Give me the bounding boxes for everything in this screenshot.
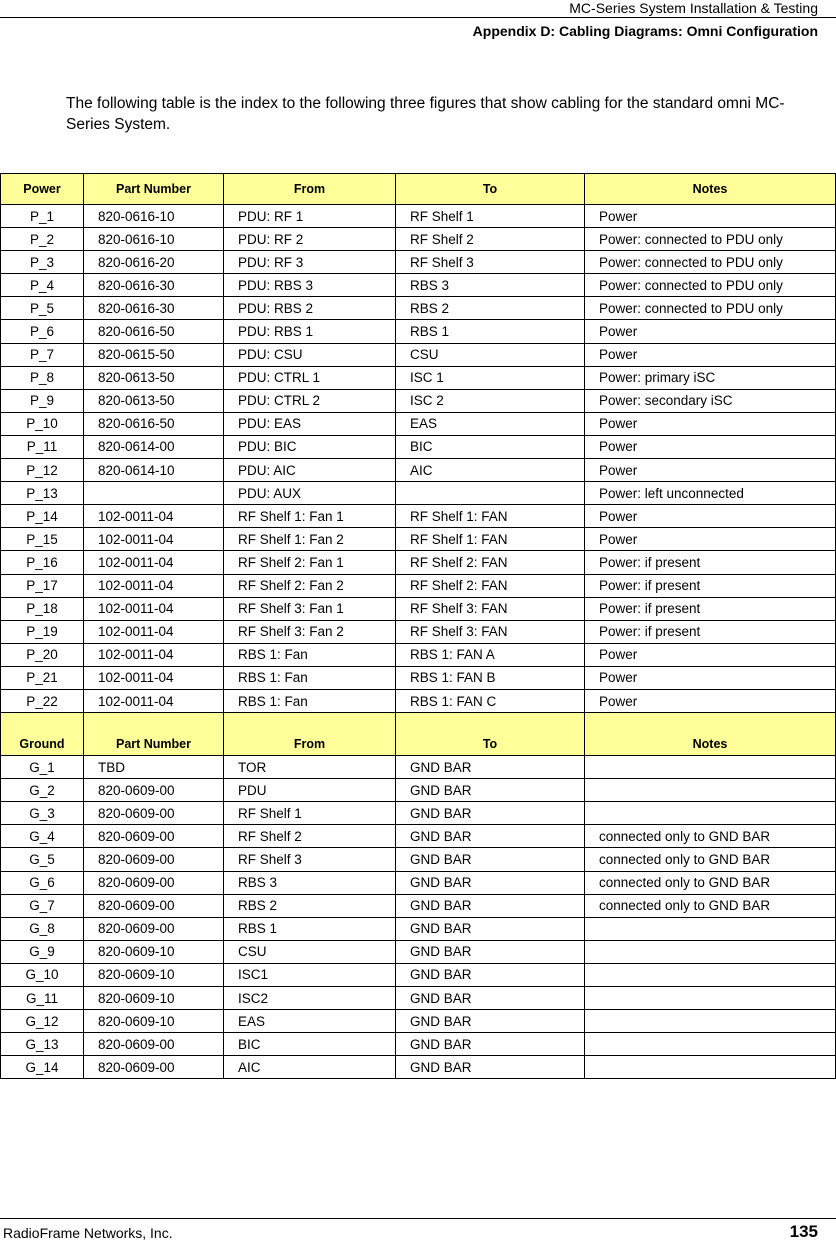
cell-from: AIC xyxy=(224,1056,396,1079)
cell-to xyxy=(396,482,585,505)
cell-id: P_13 xyxy=(1,482,84,505)
cell-part-number: 102-0011-04 xyxy=(84,620,224,643)
cell-from: CSU xyxy=(224,940,396,963)
cell-notes: Power: if present xyxy=(585,620,836,643)
cell-to: AIC xyxy=(396,459,585,482)
cell-part-number: 820-0609-00 xyxy=(84,917,224,940)
cell-part-number: 820-0616-50 xyxy=(84,412,224,435)
cell-from: RBS 2 xyxy=(224,894,396,917)
cell-notes: Power xyxy=(585,643,836,666)
cell-part-number: 820-0609-00 xyxy=(84,779,224,802)
cell-to: RBS 1: FAN C xyxy=(396,689,585,712)
cell-id: P_15 xyxy=(1,528,84,551)
cell-part-number: 820-0609-00 xyxy=(84,894,224,917)
power-table-row xyxy=(1,366,836,389)
ground-table-row xyxy=(1,871,836,894)
cell-to: EAS xyxy=(396,412,585,435)
cell-id: P_12 xyxy=(1,459,84,482)
cell-id: P_19 xyxy=(1,620,84,643)
power-table-row xyxy=(1,228,836,251)
column-header-to: To xyxy=(396,174,585,205)
power-table-row xyxy=(1,320,836,343)
cell-part-number: 820-0614-10 xyxy=(84,459,224,482)
cell-part-number: 102-0011-04 xyxy=(84,574,224,597)
cell-id: G_11 xyxy=(1,987,84,1010)
power-table-row xyxy=(1,505,836,528)
cell-id: P_7 xyxy=(1,343,84,366)
column-header-to: To xyxy=(396,713,585,756)
cell-to: RF Shelf 1: FAN xyxy=(396,505,585,528)
cell-notes xyxy=(585,1033,836,1056)
cell-to: RF Shelf 2 xyxy=(396,228,585,251)
cell-notes: Power xyxy=(585,320,836,343)
power-table-row xyxy=(1,412,836,435)
ground-header-row xyxy=(1,713,836,756)
cell-notes: Power: primary iSC xyxy=(585,366,836,389)
cell-part-number: 820-0609-00 xyxy=(84,1033,224,1056)
cell-id: G_1 xyxy=(1,756,84,779)
cell-id: P_3 xyxy=(1,251,84,274)
cell-from: RF Shelf 1: Fan 2 xyxy=(224,528,396,551)
power-table-row xyxy=(1,459,836,482)
cell-notes xyxy=(585,987,836,1010)
cell-id: P_10 xyxy=(1,412,84,435)
power-table-row xyxy=(1,482,836,505)
cell-notes: Power xyxy=(585,412,836,435)
cell-to: RF Shelf 1: FAN xyxy=(396,528,585,551)
cell-from: ISC1 xyxy=(224,963,396,986)
cell-to: GND BAR xyxy=(396,894,585,917)
cell-from: RF Shelf 1 xyxy=(224,802,396,825)
cell-to: GND BAR xyxy=(396,802,585,825)
ground-table-row xyxy=(1,802,836,825)
cell-notes: Power: connected to PDU only xyxy=(585,228,836,251)
cell-part-number: 820-0615-50 xyxy=(84,343,224,366)
cell-part-number: 820-0613-50 xyxy=(84,389,224,412)
cell-to: GND BAR xyxy=(396,825,585,848)
cell-from: EAS xyxy=(224,1010,396,1033)
ground-table-row xyxy=(1,963,836,986)
cell-from: PDU: RBS 3 xyxy=(224,274,396,297)
cell-part-number: 820-0609-10 xyxy=(84,987,224,1010)
cell-from: RF Shelf 3: Fan 2 xyxy=(224,620,396,643)
cell-part-number: 820-0616-50 xyxy=(84,320,224,343)
column-header-part-number: Part Number xyxy=(84,174,224,205)
column-header-id: Ground xyxy=(1,713,84,756)
cell-from: PDU: BIC xyxy=(224,435,396,458)
cell-part-number: 820-0616-10 xyxy=(84,228,224,251)
cell-id: P_4 xyxy=(1,274,84,297)
power-table-row xyxy=(1,643,836,666)
column-header-notes: Notes xyxy=(585,713,836,756)
cell-from: RBS 1: Fan xyxy=(224,643,396,666)
cell-to: ISC 2 xyxy=(396,389,585,412)
cell-id: P_6 xyxy=(1,320,84,343)
cell-part-number xyxy=(84,482,224,505)
cell-to: RF Shelf 3: FAN xyxy=(396,597,585,620)
cell-id: G_14 xyxy=(1,1056,84,1079)
cell-id: P_1 xyxy=(1,205,84,228)
cell-id: G_9 xyxy=(1,940,84,963)
cell-from: PDU: RF 3 xyxy=(224,251,396,274)
cell-part-number: 820-0609-00 xyxy=(84,802,224,825)
ground-table-row xyxy=(1,825,836,848)
cell-part-number: 820-0609-10 xyxy=(84,1010,224,1033)
cell-notes: Power: if present xyxy=(585,551,836,574)
cell-part-number: 820-0616-30 xyxy=(84,297,224,320)
power-table-row xyxy=(1,620,836,643)
footer-rule xyxy=(0,1218,836,1219)
column-header-from: From xyxy=(224,713,396,756)
cell-from: RF Shelf 2: Fan 2 xyxy=(224,574,396,597)
cell-id: G_8 xyxy=(1,917,84,940)
power-table-row xyxy=(1,274,836,297)
power-table-row xyxy=(1,574,836,597)
cell-notes: Power xyxy=(585,459,836,482)
power-table-row xyxy=(1,389,836,412)
power-table-row xyxy=(1,297,836,320)
cell-id: P_22 xyxy=(1,689,84,712)
cell-to: GND BAR xyxy=(396,779,585,802)
cell-id: G_6 xyxy=(1,871,84,894)
power-table-row xyxy=(1,551,836,574)
cell-notes: connected only to GND BAR xyxy=(585,825,836,848)
cell-part-number: 820-0616-10 xyxy=(84,205,224,228)
cell-id: G_3 xyxy=(1,802,84,825)
power-table-row xyxy=(1,666,836,689)
cell-notes xyxy=(585,917,836,940)
ground-table-row xyxy=(1,917,836,940)
power-table-row xyxy=(1,343,836,366)
cell-id: P_21 xyxy=(1,666,84,689)
cell-from: ISC2 xyxy=(224,987,396,1010)
cell-notes: Power xyxy=(585,343,836,366)
cell-part-number: 820-0609-00 xyxy=(84,848,224,871)
cell-part-number: 102-0011-04 xyxy=(84,528,224,551)
cell-id: G_7 xyxy=(1,894,84,917)
cell-notes: connected only to GND BAR xyxy=(585,894,836,917)
ground-table-row xyxy=(1,779,836,802)
cell-id: G_5 xyxy=(1,848,84,871)
cell-id: G_12 xyxy=(1,1010,84,1033)
cell-from: PDU: CSU xyxy=(224,343,396,366)
ground-table-row xyxy=(1,940,836,963)
cell-part-number: 820-0609-10 xyxy=(84,940,224,963)
cell-from: PDU: EAS xyxy=(224,412,396,435)
ground-table-row xyxy=(1,756,836,779)
cell-part-number: 820-0609-00 xyxy=(84,1056,224,1079)
intro-paragraph: The following table is the index to the following three figures that show cabling for the standard omni MC-Series System. xyxy=(66,95,785,133)
cell-from: RBS 1: Fan xyxy=(224,666,396,689)
cell-to: GND BAR xyxy=(396,756,585,779)
cell-from: RBS 3 xyxy=(224,871,396,894)
column-header-part-number: Part Number xyxy=(84,713,224,756)
cell-notes: Power xyxy=(585,505,836,528)
cell-from: BIC xyxy=(224,1033,396,1056)
column-header-notes: Notes xyxy=(585,174,836,205)
cell-id: G_13 xyxy=(1,1033,84,1056)
cell-id: P_5 xyxy=(1,297,84,320)
cell-to: CSU xyxy=(396,343,585,366)
column-header-from: From xyxy=(224,174,396,205)
page-number: 135 xyxy=(789,1222,818,1241)
ground-table-row xyxy=(1,1010,836,1033)
cell-id: P_14 xyxy=(1,505,84,528)
column-header-id: Power xyxy=(1,174,84,205)
cell-from: RF Shelf 2: Fan 1 xyxy=(224,551,396,574)
document-header-title: MC-Series System Installation & Testing xyxy=(569,0,818,16)
cell-part-number: 102-0011-04 xyxy=(84,551,224,574)
cell-notes xyxy=(585,1010,836,1033)
cell-to: GND BAR xyxy=(396,963,585,986)
cell-notes xyxy=(585,802,836,825)
cell-id: G_2 xyxy=(1,779,84,802)
cell-part-number: 102-0011-04 xyxy=(84,597,224,620)
cell-to: GND BAR xyxy=(396,987,585,1010)
cell-id: P_17 xyxy=(1,574,84,597)
cell-to: RF Shelf 1 xyxy=(396,205,585,228)
cell-id: G_10 xyxy=(1,963,84,986)
cell-to: BIC xyxy=(396,435,585,458)
cell-id: P_16 xyxy=(1,551,84,574)
cell-id: G_4 xyxy=(1,825,84,848)
footer-company: RadioFrame Networks, Inc. xyxy=(3,1225,173,1241)
power-header-row xyxy=(1,174,836,205)
cell-notes: Power: connected to PDU only xyxy=(585,251,836,274)
cell-to: RF Shelf 2: FAN xyxy=(396,551,585,574)
cell-from: PDU: AIC xyxy=(224,459,396,482)
cell-part-number: 102-0011-04 xyxy=(84,689,224,712)
cell-part-number: 820-0609-00 xyxy=(84,825,224,848)
cell-to: RF Shelf 2: FAN xyxy=(396,574,585,597)
power-table-row xyxy=(1,689,836,712)
power-table-row xyxy=(1,597,836,620)
cell-from: PDU: RBS 1 xyxy=(224,320,396,343)
cell-notes: Power xyxy=(585,666,836,689)
cell-id: P_18 xyxy=(1,597,84,620)
cell-from: RF Shelf 2 xyxy=(224,825,396,848)
cell-notes: Power: if present xyxy=(585,574,836,597)
cell-part-number: 820-0616-20 xyxy=(84,251,224,274)
cell-id: P_20 xyxy=(1,643,84,666)
cell-notes xyxy=(585,940,836,963)
ground-table-row xyxy=(1,894,836,917)
cabling-index-table xyxy=(0,173,836,1079)
cell-part-number: 820-0609-10 xyxy=(84,963,224,986)
cell-part-number: 102-0011-04 xyxy=(84,643,224,666)
cell-notes: Power xyxy=(585,205,836,228)
ground-table-row xyxy=(1,987,836,1010)
cell-to: RBS 1 xyxy=(396,320,585,343)
cell-from: RBS 1: Fan xyxy=(224,689,396,712)
cell-to: RF Shelf 3: FAN xyxy=(396,620,585,643)
cell-notes xyxy=(585,779,836,802)
cell-part-number: 102-0011-04 xyxy=(84,505,224,528)
cell-id: P_2 xyxy=(1,228,84,251)
cell-notes xyxy=(585,756,836,779)
cell-notes: Power: connected to PDU only xyxy=(585,297,836,320)
cell-part-number: 820-0613-50 xyxy=(84,366,224,389)
cell-to: RBS 3 xyxy=(396,274,585,297)
cell-part-number: 820-0616-30 xyxy=(84,274,224,297)
cell-to: GND BAR xyxy=(396,848,585,871)
power-table-row xyxy=(1,205,836,228)
cell-to: GND BAR xyxy=(396,940,585,963)
cell-from: TOR xyxy=(224,756,396,779)
cell-id: P_8 xyxy=(1,366,84,389)
cell-to: RF Shelf 3 xyxy=(396,251,585,274)
cell-part-number: 820-0614-00 xyxy=(84,435,224,458)
ground-table-row xyxy=(1,848,836,871)
cell-from: PDU: RF 1 xyxy=(224,205,396,228)
cell-from: RF Shelf 3: Fan 1 xyxy=(224,597,396,620)
cell-to: RBS 2 xyxy=(396,297,585,320)
cell-notes: connected only to GND BAR xyxy=(585,871,836,894)
document-header-subtitle: Appendix D: Cabling Diagrams: Omni Configuration xyxy=(472,23,818,39)
header-rule xyxy=(0,17,836,18)
cell-to: RBS 1: FAN A xyxy=(396,643,585,666)
power-table-row xyxy=(1,435,836,458)
cell-from: RF Shelf 1: Fan 1 xyxy=(224,505,396,528)
cell-part-number: 820-0609-00 xyxy=(84,871,224,894)
cell-notes: Power xyxy=(585,528,836,551)
cell-notes: Power: left unconnected xyxy=(585,482,836,505)
cell-from: PDU: RBS 2 xyxy=(224,297,396,320)
ground-table-row xyxy=(1,1033,836,1056)
cell-from: PDU: AUX xyxy=(224,482,396,505)
power-table-row xyxy=(1,251,836,274)
cell-notes xyxy=(585,963,836,986)
cell-notes xyxy=(585,1056,836,1079)
cell-id: P_9 xyxy=(1,389,84,412)
power-table-row xyxy=(1,528,836,551)
cell-notes: Power xyxy=(585,689,836,712)
cell-to: ISC 1 xyxy=(396,366,585,389)
cell-to: GND BAR xyxy=(396,1033,585,1056)
cell-notes: Power xyxy=(585,435,836,458)
cell-notes: Power: if present xyxy=(585,597,836,620)
cell-part-number: TBD xyxy=(84,756,224,779)
cell-id: P_11 xyxy=(1,435,84,458)
cell-notes: Power: secondary iSC xyxy=(585,389,836,412)
cell-to: GND BAR xyxy=(396,1010,585,1033)
cell-to: GND BAR xyxy=(396,1056,585,1079)
cell-part-number: 102-0011-04 xyxy=(84,666,224,689)
cell-to: RBS 1: FAN B xyxy=(396,666,585,689)
cell-from: PDU: CTRL 1 xyxy=(224,366,396,389)
ground-table-row xyxy=(1,1056,836,1079)
cell-to: GND BAR xyxy=(396,917,585,940)
cell-from: RF Shelf 3 xyxy=(224,848,396,871)
cell-notes: connected only to GND BAR xyxy=(585,848,836,871)
cell-from: PDU: CTRL 2 xyxy=(224,389,396,412)
cell-from: PDU: RF 2 xyxy=(224,228,396,251)
cell-from: RBS 1 xyxy=(224,917,396,940)
cell-notes: Power: connected to PDU only xyxy=(585,274,836,297)
cell-from: PDU xyxy=(224,779,396,802)
cell-to: GND BAR xyxy=(396,871,585,894)
